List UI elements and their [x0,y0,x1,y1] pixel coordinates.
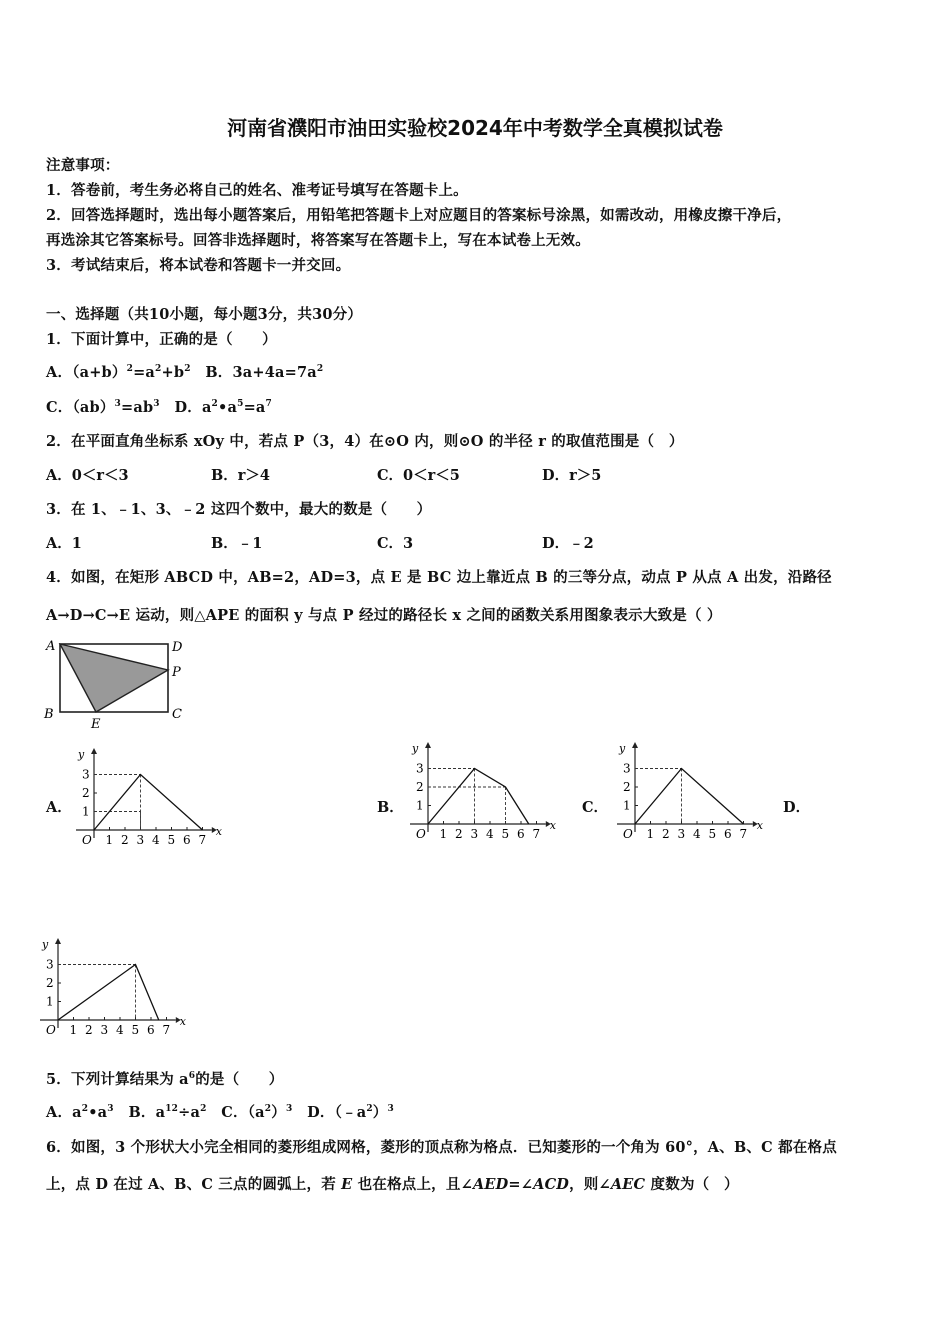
q1-options-cd: C．$(ab)^3=ab^3$ D．$a^2•a^5=a^7$ [46,399,272,416]
q2-stem: 2．在平面直角坐标系 xOy 中，若点 P（3，4）在⊙O 内，则⊙O 的半径 r 的取值范围是（ ） [46,433,684,450]
q4-graph-a [70,746,223,850]
function-curve [94,775,203,831]
q4-stem-1: 4．如图，在矩形 ABCD 中，AB=2，AD=3，点 E 是 BC 边上靠近点 B 的三等分点，动点 P 从点 A 出发，沿路径 [46,569,832,586]
y-tick-label: 3 [46,957,54,972]
y-tick-label: 1 [46,994,54,1009]
q3-option-b: B．﹣1 [211,535,263,552]
x-tick-label: 2 [85,1023,93,1037]
q6-line-2: 上，点 D 在过 A、B、C 三点的圆弧上，若 E 也在格点上，且∠AED=∠ACD，则∠AEC 度数为（ ） [46,1176,739,1193]
x-tick-label: 4 [152,833,160,847]
y-axis-label: y [412,742,419,755]
q5-options: A．$a^2•a^3$ B．$a^{12}\div a^2$ C．$(a^2)^3$ D．$(﹣a^2)^3$ [46,1104,394,1121]
q3-option-c: C．3 [377,535,414,552]
x-tick-label: 3 [470,827,479,841]
x-tick-label: 3 [677,827,686,841]
function-curve [428,769,529,825]
q4-option-a-label: A． [46,799,72,816]
q4-graph-b [404,740,557,844]
x-tick-label: 4 [116,1023,124,1037]
x-tick-label: 2 [662,827,670,841]
y-axis-label: y [619,742,626,755]
x-tick-label: 3 [136,833,145,847]
q3-option-d: D．﹣2 [542,535,594,552]
origin-label: O [46,1023,56,1037]
y-tick-label: 3 [623,761,631,776]
y-tick-label: 2 [416,780,424,794]
function-curve [58,965,159,1021]
note-2a: 2．回答选择题时，选出每小题答案后，用铅笔把答题卡上对应题目的答案标号涂黑，如需改动，用橡皮擦干净后， [46,207,792,224]
label-b: B [44,707,54,722]
x-axis-label: x [756,819,764,832]
label-p: P [172,665,181,680]
x-tick-label: 1 [105,833,114,847]
x-tick-label: 1 [439,827,448,841]
q6-line-1: 6．如图，3 个形状大小完全相同的菱形组成网格，菱形的顶点称为格点．已知菱形的一个角为 60°，A、B、C 都在格点 [46,1139,837,1156]
x-tick-label: 7 [162,1023,171,1037]
function-curve [635,769,744,825]
x-tick-label: 7 [198,833,207,847]
x-axis-label: x [179,1015,187,1028]
x-tick-label: 1 [646,827,655,841]
x-tick-label: 6 [183,833,191,847]
x-tick-label: 6 [147,1023,155,1037]
x-tick-label: 3 [100,1023,109,1037]
q4-option-d-label: D． [783,799,811,816]
origin-label: O [82,833,92,847]
x-tick-label: 2 [455,827,463,841]
x-tick-label: 5 [708,827,717,841]
section-heading: 一、选择题（共10小题，每小题3分，共30分） [46,306,363,323]
y-axis-arrow [632,742,638,748]
q4-graph-d [34,936,194,1040]
x-tick-label: 6 [517,827,525,841]
q4-graph-c [611,740,764,844]
q3-stem: 3．在 1、﹣1、3、﹣2 这四个数中，最大的数是（ ） [46,501,432,518]
note-3: 3．考试结束后，将本试卷和答题卡一并交回。 [46,257,351,274]
y-tick-label: 3 [82,767,90,782]
x-tick-label: 7 [739,827,748,841]
q2-option-a: A．0＜r＜3 [46,467,129,484]
y-tick-label: 1 [416,798,424,813]
x-axis-label: x [215,825,223,838]
x-tick-label: 5 [131,1023,140,1037]
y-tick-label: 1 [623,798,631,813]
y-axis-label: y [42,938,49,951]
label-a: A [46,639,56,654]
y-axis-arrow [91,748,97,754]
x-tick-label: 4 [693,827,701,841]
x-tick-label: 7 [532,827,541,841]
q3-option-a: A．1 [46,535,82,552]
y-axis-arrow [55,938,61,944]
x-tick-label: 6 [724,827,732,841]
triangle-ape [60,644,168,712]
origin-label: O [623,827,633,841]
y-tick-label: 1 [82,804,90,819]
q5-stem: 5．下列计算结果为 $a^6$的是（ ） [46,1071,284,1088]
y-tick-label: 2 [623,780,631,794]
y-tick-label: 3 [416,761,424,776]
q1-options-ab: A．$(a+b)^2=a^2+b^2$ B．$3a+4a=7a^2$ [46,364,324,381]
q1-stem: 1．下面计算中，正确的是（ ） [46,331,277,348]
x-tick-label: 2 [121,833,129,847]
y-axis-label: y [78,748,85,761]
label-d: D [172,640,183,655]
q4-stem-2: A→D→C→E 运动，则△APE 的面积 y 与点 P 经过的路径长 x 之间的函数关系用图象表示大致是（ ） [46,607,722,624]
q2-option-b: B．r＞4 [211,467,270,484]
origin-label: O [416,827,426,841]
x-tick-label: 1 [69,1023,78,1037]
x-axis-label: x [549,819,557,832]
notes-heading: 注意事项： [46,157,120,174]
x-tick-label: 4 [486,827,494,841]
page-title: 河南省濮阳市油田实验校2024年中考数学全真模拟试卷 [227,116,723,140]
x-tick-label: 5 [501,827,510,841]
label-c: C [172,707,182,722]
q4-option-b-label: B． [377,799,404,816]
y-tick-label: 2 [46,976,54,990]
q2-option-d: D．r＞5 [542,467,602,484]
label-e: E [91,717,101,732]
q4-option-c-label: C． [582,799,609,816]
y-axis-arrow [425,742,431,748]
y-tick-label: 2 [82,786,90,800]
q2-option-c: C．0＜r＜5 [377,467,460,484]
x-tick-label: 5 [167,833,176,847]
note-1: 1．答卷前，考生务必将自己的姓名、准考证号填写在答题卡上。 [46,182,468,199]
q4-rectangle-figure [40,634,190,732]
note-2b: 再选涂其它答案标号。回答非选择题时，将答案写在答题卡上，写在本试卷上无效。 [46,232,590,249]
